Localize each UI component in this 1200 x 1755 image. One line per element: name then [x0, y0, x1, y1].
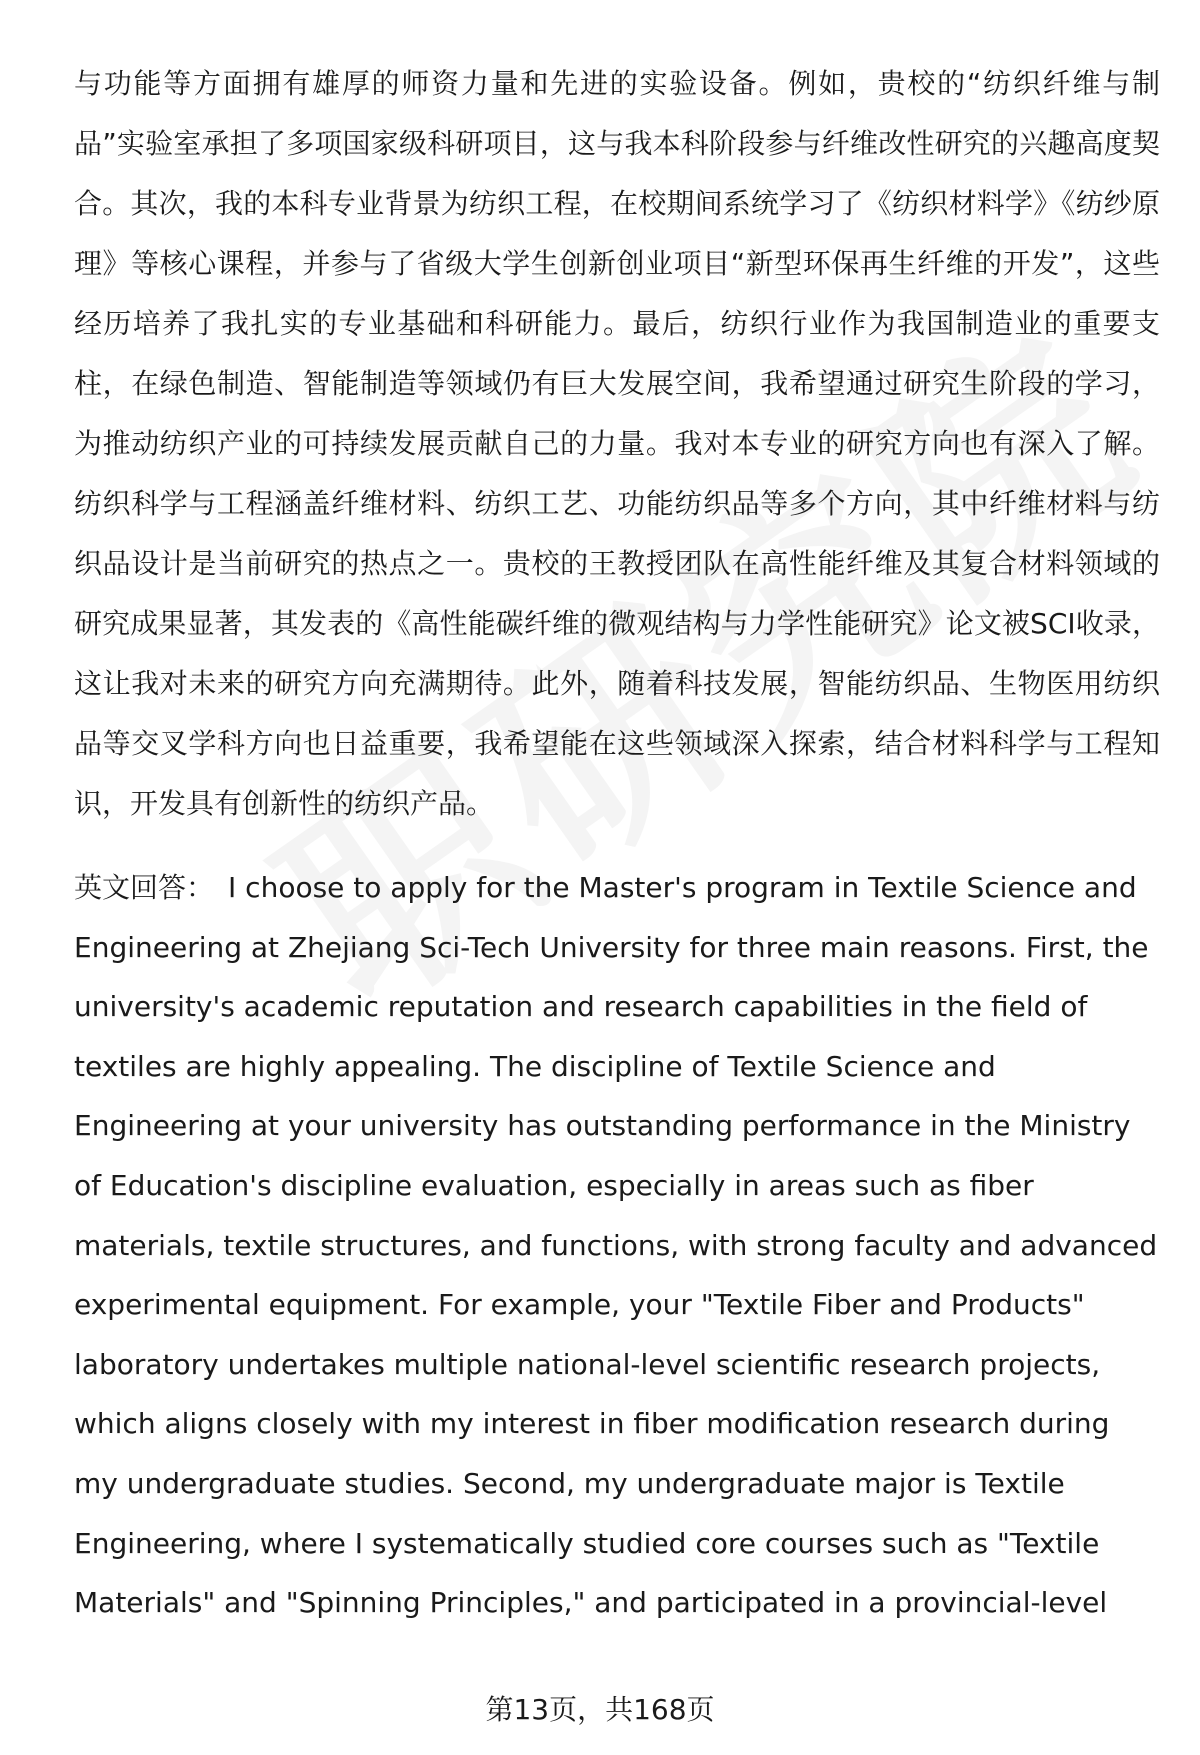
english-answer-label: 英文回答： — [74, 871, 215, 904]
english-answer-text: I choose to apply for the Master's program in Textile Science and Engineering at Zhejiang Sci-Tech University for three main reasons. First, the university's academic reputation and research capabilities in the field of textiles are highly appealing. The discipline of Textile Science and Engineering at your university has outstanding performance in the Ministry of Education's discipline evaluation, especially in areas such as fiber materials, textile structures, and functions, with strong faculty and advanced experimental equipment. For example, your "Textile Fiber and Products" laboratory undertakes multiple national-level scientific research projects, which aligns closely with my interest in fiber modification research during my undergraduate studies. Second, my undergraduate major is Textile Engineering, where I systematically studied core courses such as "Textile Materials" and "Spinning Principles," and participated in a provincial-level — [74, 871, 1158, 1620]
document-page — [74, 54, 1160, 1633]
chinese-answer-paragraph: 与功能等方面拥有雄厚的师资力量和先进的实验设备。例如，贵校的“纺织纤维与制品”实验室承担了多项国家级科研项目，这与我本科阶段参与纤维改性研究的兴趣高度契合。其次，我的本科专业背景为纺织工程，在校期间系统学习了《纺织材料学》《纺纱原理》等核心课程，并参与了省级大学生创新创业项目“新型环保再生纤维的开发”，这些经历培养了我扎实的专业基础和科研能力。最后，纺织行业作为我国制造业的重要支柱，在绿色制造、智能制造等领域仍有巨大发展空间，我希望通过研究生阶段的学习，为推动纺织产业的可持续发展贡献自己的力量。我对本专业的研究方向也有深入了解。纺织科学与工程涵盖纤维材料、纺织工艺、功能纺织品等多个方向，其中纤维材料与纺织品设计是当前研究的热点之一。贵校的王教授团队在高性能纤维及其复合材料领域的研究成果显著，其发表的《高性能碳纤维的微观结构与力学性能研究》论文被SCI收录，这让我对未来的研究方向充满期待。此外，随着科技发展，智能纺织品、生物医用纺织品等交叉学科方向也日益重要，我希望能在这些领域深入探索，结合材料科学与工程知识，开发具有创新性的纺织产品。 — [74, 67, 1160, 820]
page-number-footer: 第13页，共168页 — [485, 1693, 715, 1726]
english-answer-paragraph — [74, 858, 1160, 1633]
